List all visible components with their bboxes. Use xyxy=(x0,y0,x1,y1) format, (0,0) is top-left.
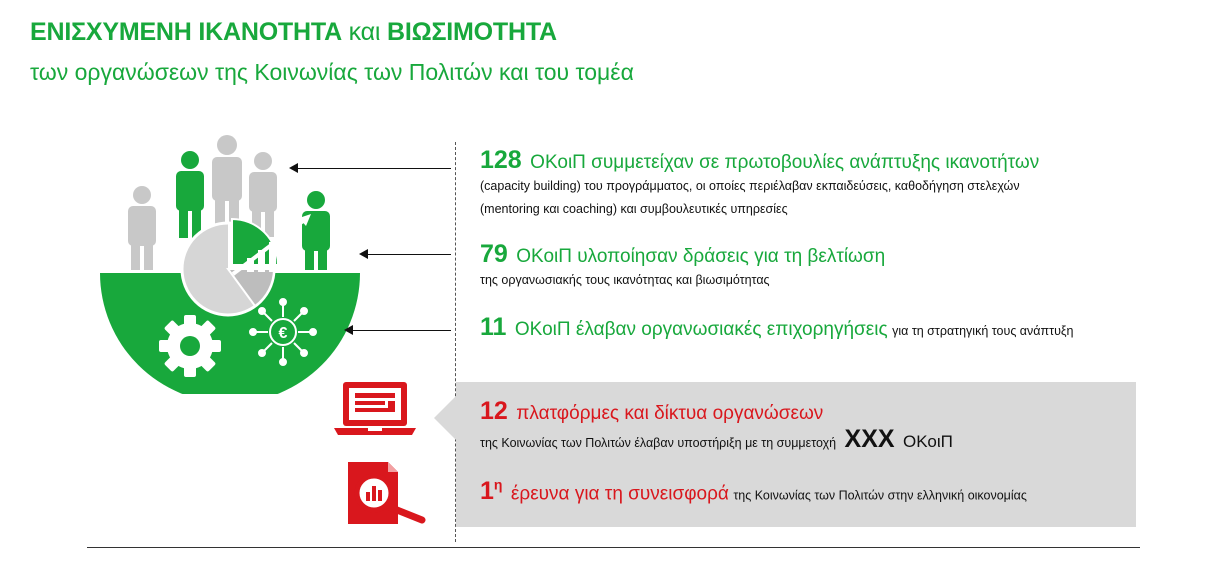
bottom-rule xyxy=(87,547,1140,548)
stat-headline: ΟΚοιΠ συμμετείχαν σε πρωτοβουλίες ανάπτυξης ικανοτήτων xyxy=(530,152,1040,173)
gear-icon xyxy=(159,315,221,377)
stat-unit: ΟΚοιΠ xyxy=(903,432,953,451)
stat-number: 11 xyxy=(480,313,507,341)
stat-capacity-building xyxy=(480,146,1039,221)
title-part-1: ΕΝΙΣΧΥΜΕΝΗ ΙΚΑΝΟΤΗΤΑ xyxy=(30,18,342,46)
stat-detail-line-1: της Κοινωνίας των Πολιτών έλαβαν υποστήριξη με τη συμμετοχή xyxy=(480,436,837,450)
stat-suffix: για τη στρατηγική τους ανάπτυξη xyxy=(892,324,1074,338)
stat-organizational-grants xyxy=(480,313,1073,342)
stat-count: XXX xyxy=(844,425,895,453)
title-conjunction: και xyxy=(341,18,388,46)
arrow-to-stat-1 xyxy=(291,168,451,169)
stat-platforms-networks xyxy=(480,397,953,456)
stat-detail-line-2: (mentoring και coaching) και συμβουλευτικές υπηρεσίες xyxy=(480,202,788,216)
svg-text:€: € xyxy=(278,325,288,342)
panel-notch xyxy=(434,396,456,440)
arrow-to-stat-2 xyxy=(361,254,451,255)
stat-ordinal: η xyxy=(493,477,503,493)
stat-detail-line-1: της οργανωσιακής τους ικανότητας και βιωσιμότητας xyxy=(480,273,770,287)
page-title xyxy=(30,18,557,47)
arrow-to-stat-3 xyxy=(346,330,451,331)
stat-headline: ΟΚοιΠ έλαβαν οργανωσιακές επιχορηγήσεις xyxy=(514,319,888,340)
stat-research xyxy=(480,477,1027,506)
stat-detail-line-1: (capacity building) του προγράμματος, οι οποίες περιέλαβαν εκπαιδεύσεις, καθοδήγηση στελεχών xyxy=(480,179,1020,193)
title-part-2: ΒΙΩΣΙΜΟΤΗΤΑ xyxy=(387,18,557,46)
stat-number: $1^\eta$ xyxy=(480,477,503,506)
stat-number: 12 xyxy=(480,397,508,425)
capacity-illustration xyxy=(95,132,365,394)
stat-organizational-improvement xyxy=(480,240,885,292)
stat-headline: πλατφόρμες και δίκτυα οργανώσεων xyxy=(516,403,824,424)
stat-number: 128 xyxy=(480,146,522,174)
stat-suffix: της Κοινωνίας των Πολιτών στην ελληνική οικονομίας xyxy=(733,488,1027,503)
stat-headline: ΟΚοιΠ υλοποίησαν δράσεις για τη βελτίωση xyxy=(516,246,886,267)
stat-headline: έρευνα για τη συνεισφορά xyxy=(510,483,729,505)
page-subtitle: των οργανώσεων της Κοινωνίας των Πολιτών και του τομέα xyxy=(30,59,634,85)
search-report-icon xyxy=(342,460,432,528)
laptop-icon xyxy=(334,380,416,436)
stat-number: 79 xyxy=(480,240,508,268)
euro-network-icon xyxy=(250,299,316,365)
